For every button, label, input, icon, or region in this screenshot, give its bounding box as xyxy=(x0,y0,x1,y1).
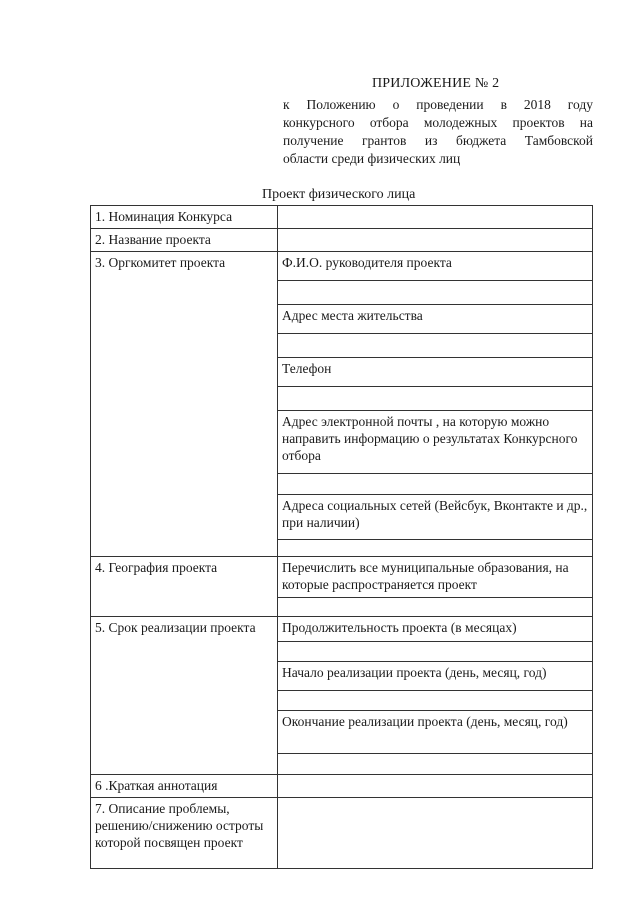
email-value-cell[interactable] xyxy=(278,474,593,495)
table-row xyxy=(91,617,593,642)
row-label-nomination: 1. Номинация Конкурса xyxy=(91,206,278,229)
table-row xyxy=(91,229,593,252)
appendix-line: конкурсного отбора молодежных проектов на xyxy=(283,115,593,130)
appendix-line: получение грантов из бюджета Тамбовской xyxy=(283,133,593,148)
field-leader-name-label: Ф.И.О. руководителя проекта xyxy=(278,252,593,281)
project-name-value-cell[interactable] xyxy=(278,229,593,252)
field-email-label: Адрес электронной почты , на которую можно направить информацию о результатах Конкурсного отбора xyxy=(278,411,593,474)
row-label-annotation: 6 .Краткая аннотация xyxy=(91,775,278,798)
duration-value-cell[interactable] xyxy=(278,642,593,662)
field-address-label: Адрес места жительства xyxy=(278,305,593,334)
row-label-problem-description: 7. Описание проблемы, решению/снижению остроты которой посвящен проект xyxy=(91,798,278,869)
table-row xyxy=(91,252,593,281)
leader-name-value-cell[interactable] xyxy=(278,281,593,305)
form-title: Проект физического лица xyxy=(262,187,416,202)
start-date-value-cell[interactable] xyxy=(278,691,593,711)
table-row xyxy=(91,775,593,798)
address-value-cell[interactable] xyxy=(278,334,593,358)
table-row xyxy=(91,206,593,229)
social-value-cell[interactable] xyxy=(278,540,593,557)
appendix-line: к Положению о проведении в 2018 году xyxy=(283,97,593,112)
table-row xyxy=(91,798,593,869)
annotation-value-cell[interactable] xyxy=(278,775,593,798)
field-start-date-label: Начало реализации проекта (день, месяц, год) xyxy=(278,662,593,691)
row-label-implementation-period: 5. Срок реализации проекта xyxy=(91,617,278,775)
table-row xyxy=(91,557,593,598)
row-label-org-committee: 3. Оргкомитет проекта xyxy=(91,252,278,557)
municipalities-value-cell[interactable] xyxy=(278,598,593,617)
row-label-project-name: 2. Название проекта xyxy=(91,229,278,252)
project-form-table xyxy=(90,205,593,869)
row-label-geography: 4. География проекта xyxy=(91,557,278,617)
field-end-date-label: Окончание реализации проекта (день, месяц, год) xyxy=(278,711,593,754)
field-social-label: Адреса социальных сетей (Вейсбук, Вконтакте и др., при наличии) xyxy=(278,495,593,540)
field-phone-label: Телефон xyxy=(278,358,593,387)
phone-value-cell[interactable] xyxy=(278,387,593,411)
appendix-line: области среди физических лиц xyxy=(283,151,461,166)
field-duration-label: Продолжительность проекта (в месяцах) xyxy=(278,617,593,642)
appendix-title: ПРИЛОЖЕНИЕ № 2 xyxy=(372,76,500,91)
nomination-value-cell[interactable] xyxy=(278,206,593,229)
appendix-subtitle xyxy=(283,96,593,168)
field-municipalities-label: Перечислить все муниципальные образования, на которые распространяется проект xyxy=(278,557,593,598)
end-date-value-cell[interactable] xyxy=(278,754,593,775)
problem-description-value-cell[interactable] xyxy=(278,798,593,869)
